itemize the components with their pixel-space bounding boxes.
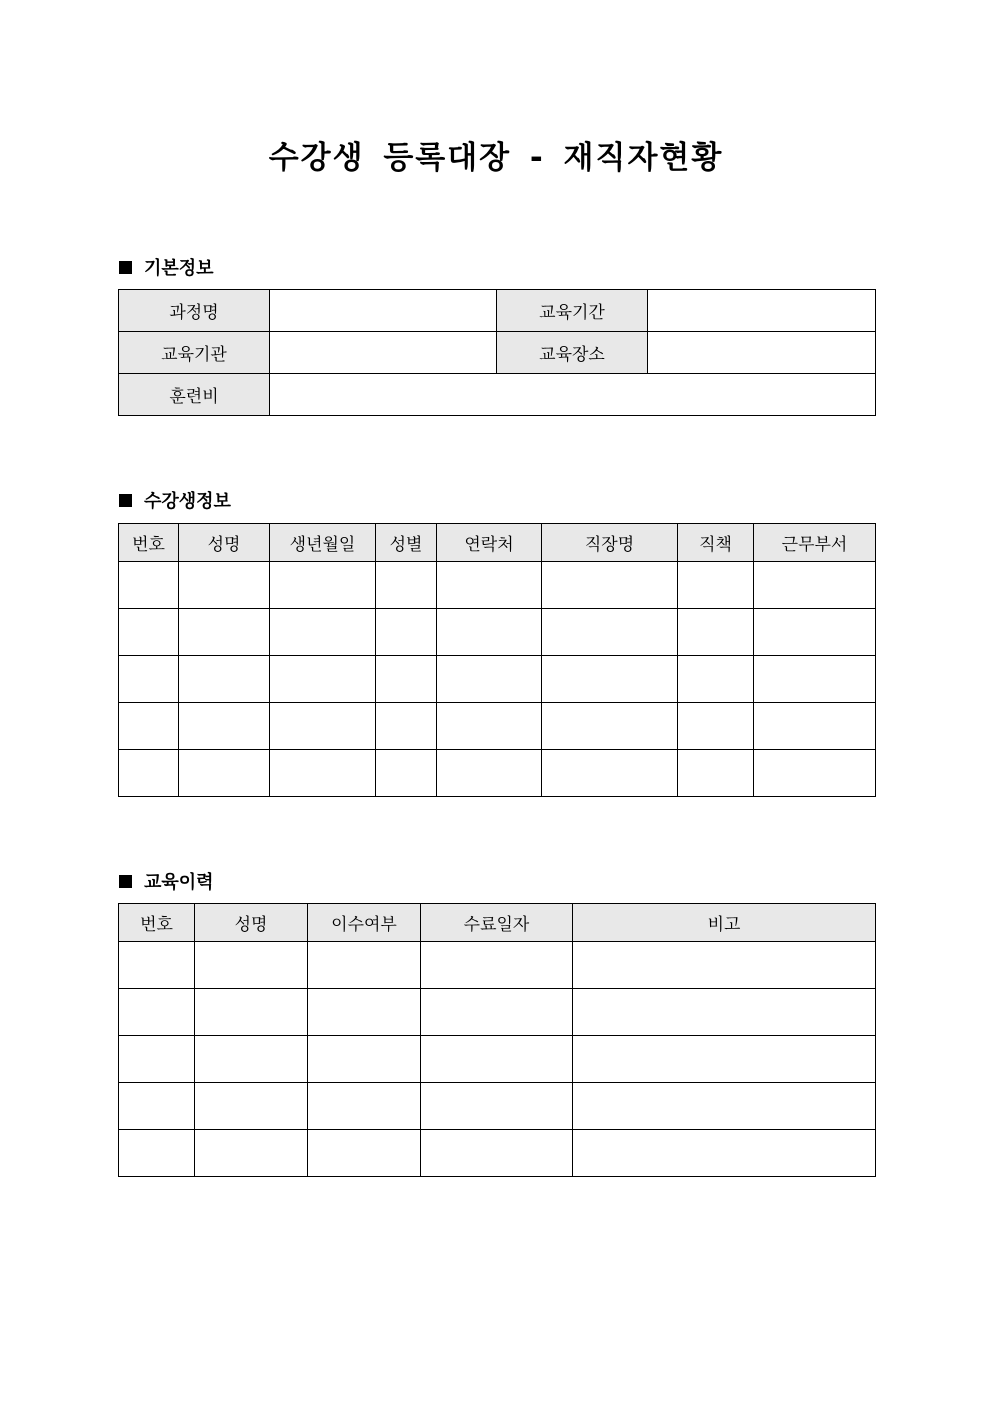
education-history-column-header: 이수여부: [308, 904, 421, 942]
institution-field[interactable]: [270, 332, 497, 374]
education-history-cell[interactable]: [308, 1083, 421, 1130]
student-info-cell[interactable]: [678, 562, 754, 609]
education-history-cell[interactable]: [421, 989, 573, 1036]
student-info-column-header: 생년월일: [270, 524, 376, 562]
table-row: [119, 1083, 876, 1130]
education-history-cell[interactable]: [308, 1130, 421, 1177]
table-row: [119, 609, 876, 656]
student-info-cell[interactable]: [270, 703, 376, 750]
student-info-cell[interactable]: [119, 750, 179, 797]
student-info-cell[interactable]: [376, 703, 437, 750]
student-info-cell[interactable]: [754, 750, 876, 797]
location-label: 교육장소: [497, 332, 648, 374]
institution-label: 교육기관: [119, 332, 270, 374]
education-history-cell[interactable]: [308, 942, 421, 989]
table-row: [119, 290, 876, 332]
education-history-cell[interactable]: [195, 1083, 308, 1130]
education-history-cell[interactable]: [195, 1036, 308, 1083]
student-info-cell[interactable]: [376, 609, 437, 656]
square-bullet-icon: [119, 494, 132, 507]
student-info-cell[interactable]: [119, 656, 179, 703]
student-info-cell[interactable]: [678, 656, 754, 703]
table-row: [119, 750, 876, 797]
student-info-cell[interactable]: [119, 703, 179, 750]
student-info-cell[interactable]: [270, 750, 376, 797]
table-row: [119, 332, 876, 374]
student-info-column-header: 근무부서: [754, 524, 876, 562]
table-row: [119, 1036, 876, 1083]
education-history-cell[interactable]: [573, 942, 876, 989]
student-info-column-header: 성별: [376, 524, 437, 562]
education-history-table: [118, 903, 876, 1177]
location-field[interactable]: [648, 332, 876, 374]
education-history-cell[interactable]: [119, 1130, 195, 1177]
education-history-cell[interactable]: [573, 1130, 876, 1177]
education-history-cell[interactable]: [308, 989, 421, 1036]
education-history-cell[interactable]: [573, 1083, 876, 1130]
education-history-cell[interactable]: [573, 1036, 876, 1083]
student-info-cell[interactable]: [437, 750, 542, 797]
student-info-cell[interactable]: [754, 609, 876, 656]
student-info-column-header: 직책: [678, 524, 754, 562]
course-name-field[interactable]: [270, 290, 497, 332]
education-history-column-header: 번호: [119, 904, 195, 942]
student-info-table: [118, 523, 876, 797]
square-bullet-icon: [119, 261, 132, 274]
student-info-cell[interactable]: [437, 609, 542, 656]
student-info-cell[interactable]: [376, 656, 437, 703]
student-info-cell[interactable]: [678, 703, 754, 750]
student-info-cell[interactable]: [179, 750, 270, 797]
student-info-cell[interactable]: [542, 609, 678, 656]
education-history-cell[interactable]: [119, 989, 195, 1036]
student-info-column-header: 연락처: [437, 524, 542, 562]
education-history-cell[interactable]: [119, 1083, 195, 1130]
education-history-cell[interactable]: [195, 989, 308, 1036]
student-info-heading: [119, 487, 231, 513]
fee-label: 훈련비: [119, 374, 270, 416]
student-info-cell[interactable]: [437, 656, 542, 703]
education-history-cell[interactable]: [195, 942, 308, 989]
education-history-cell[interactable]: [119, 942, 195, 989]
education-history-column-header: 비고: [573, 904, 876, 942]
page-title: 수강생 등록대장 - 재직자현황: [268, 140, 724, 176]
student-info-cell[interactable]: [270, 562, 376, 609]
student-info-cell[interactable]: [270, 609, 376, 656]
student-info-cell[interactable]: [179, 703, 270, 750]
student-info-cell[interactable]: [754, 703, 876, 750]
student-info-cell[interactable]: [678, 750, 754, 797]
education-history-cell[interactable]: [421, 1130, 573, 1177]
fee-field[interactable]: [270, 374, 876, 416]
education-history-heading: [119, 868, 214, 894]
education-history-column-header: 수료일자: [421, 904, 573, 942]
student-info-column-header: 직장명: [542, 524, 678, 562]
student-info-cell[interactable]: [179, 609, 270, 656]
student-info-cell[interactable]: [376, 750, 437, 797]
table-row: [119, 374, 876, 416]
table-row: [119, 656, 876, 703]
student-info-cell[interactable]: [754, 562, 876, 609]
student-info-heading-label: 수강생정보: [144, 491, 231, 512]
table-row: [119, 942, 876, 989]
basic-info-heading: [119, 254, 214, 280]
student-info-cell[interactable]: [376, 562, 437, 609]
student-info-cell[interactable]: [179, 656, 270, 703]
table-header-row: [119, 524, 876, 562]
student-info-cell[interactable]: [119, 562, 179, 609]
student-info-cell[interactable]: [542, 562, 678, 609]
student-info-cell[interactable]: [270, 656, 376, 703]
table-row: [119, 562, 876, 609]
education-history-column-header: 성명: [195, 904, 308, 942]
table-row: [119, 703, 876, 750]
student-info-cell[interactable]: [119, 609, 179, 656]
square-bullet-icon: [119, 875, 132, 888]
student-info-column-header: 성명: [179, 524, 270, 562]
basic-info-table: [118, 289, 876, 416]
student-info-cell[interactable]: [754, 656, 876, 703]
education-history-cell[interactable]: [421, 942, 573, 989]
student-info-cell[interactable]: [542, 656, 678, 703]
education-history-cell[interactable]: [573, 989, 876, 1036]
education-history-cell[interactable]: [308, 1036, 421, 1083]
table-row: [119, 1130, 876, 1177]
student-info-cell[interactable]: [437, 703, 542, 750]
student-info-cell[interactable]: [437, 562, 542, 609]
student-info-cell[interactable]: [179, 562, 270, 609]
table-header-row: [119, 904, 876, 942]
education-history-cell[interactable]: [119, 1036, 195, 1083]
student-info-column-header: 번호: [119, 524, 179, 562]
period-field[interactable]: [648, 290, 876, 332]
education-history-heading-label: 교육이력: [144, 872, 214, 893]
student-info-cell[interactable]: [542, 703, 678, 750]
course-name-label: 과정명: [119, 290, 270, 332]
student-info-cell[interactable]: [542, 750, 678, 797]
basic-info-heading-label: 기본정보: [144, 258, 214, 279]
education-history-cell[interactable]: [421, 1036, 573, 1083]
education-history-cell[interactable]: [195, 1130, 308, 1177]
table-row: [119, 989, 876, 1036]
education-history-cell[interactable]: [421, 1083, 573, 1130]
period-label: 교육기간: [497, 290, 648, 332]
student-info-cell[interactable]: [678, 609, 754, 656]
